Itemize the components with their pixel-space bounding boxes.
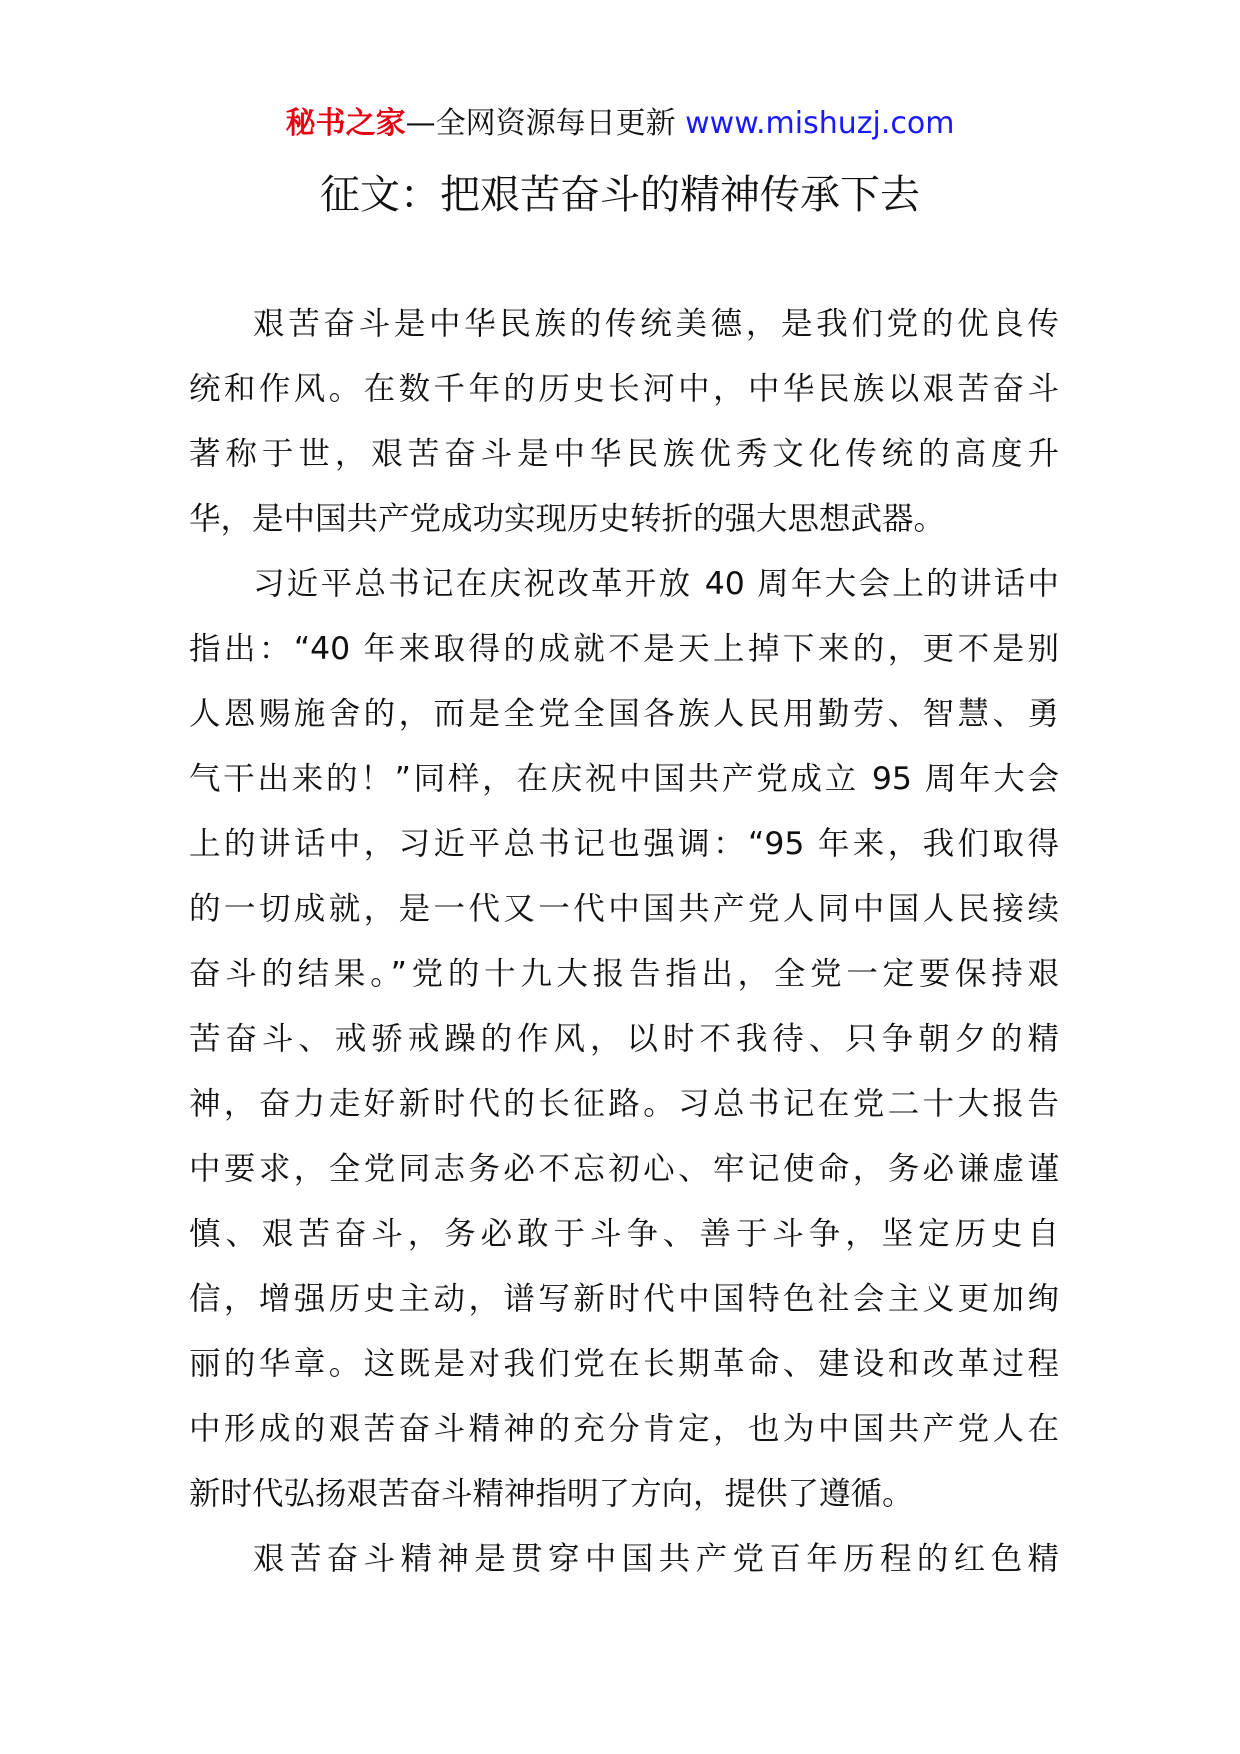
- text-line: 统和作风。在数千年的历史长河中，中华民族以艰苦奋斗: [189, 371, 1059, 407]
- text-line: 华，是中国共产党成功实现历史转折的强大思想武器。: [189, 501, 946, 537]
- text-line: 丽的华章。这既是对我们党在长期革命、建设和改革过程: [189, 1346, 1059, 1382]
- site-url-link[interactable]: www.mishuzj.com: [685, 106, 955, 141]
- text-line: 苦奋斗、戒骄戒躁的作风，以时不我待、只争朝夕的精: [189, 1021, 1059, 1057]
- document-title: 征文：把艰苦奋斗的精神传承下去: [320, 172, 920, 218]
- site-slogan: —全网资源每日更新: [405, 106, 686, 141]
- document-body: [189, 292, 1059, 1592]
- text-line: 奋斗的结果。”党的十九大报告指出，全党一定要保持艰: [189, 956, 1059, 992]
- text-line: 信，增强历史主动，谱写新时代中国特色社会主义更加绚: [189, 1281, 1059, 1317]
- text-line: 艰苦奋斗精神是贯穿中国共产党百年历程的红色精: [253, 1541, 1059, 1577]
- text-line: 艰苦奋斗是中华民族的传统美德，是我们党的优良传: [253, 306, 1059, 342]
- site-header: [0, 102, 1240, 146]
- text-line: 指出：“40 年来取得的成就不是天上掉下来的，更不是别: [189, 631, 1059, 667]
- text-line: 中要求，全党同志务必不忘初心、牢记使命，务必谦虚谨: [189, 1151, 1059, 1187]
- text-line: 气干出来的！”同样，在庆祝中国共产党成立 95 周年大会: [189, 761, 1059, 797]
- paragraph-1: [189, 292, 1059, 552]
- text-line: 神，奋力走好新时代的长征路。习总书记在党二十大报告: [189, 1086, 1059, 1122]
- paragraph-2: [189, 552, 1059, 1527]
- paragraph-3: [189, 1527, 1059, 1592]
- text-line: 中形成的艰苦奋斗精神的充分肯定，也为中国共产党人在: [189, 1411, 1059, 1447]
- text-line: 上的讲话中，习近平总书记也强调：“95 年来，我们取得: [189, 826, 1059, 862]
- text-line: 新时代弘扬艰苦奋斗精神指明了方向，提供了遵循。: [189, 1476, 914, 1512]
- text-line: 习近平总书记在庆祝改革开放 40 周年大会上的讲话中: [253, 566, 1059, 602]
- text-line: 慎、艰苦奋斗，务必敢于斗争、善于斗争，坚定历史自: [189, 1216, 1059, 1252]
- text-line: 人恩赐施舍的，而是全党全国各族人民用勤劳、智慧、勇: [189, 696, 1059, 732]
- site-brand: 秘书之家: [285, 106, 406, 141]
- text-line: 著称于世，艰苦奋斗是中华民族优秀文化传统的高度升: [189, 436, 1059, 472]
- text-line: 的一切成就，是一代又一代中国共产党人同中国人民接续: [189, 891, 1059, 927]
